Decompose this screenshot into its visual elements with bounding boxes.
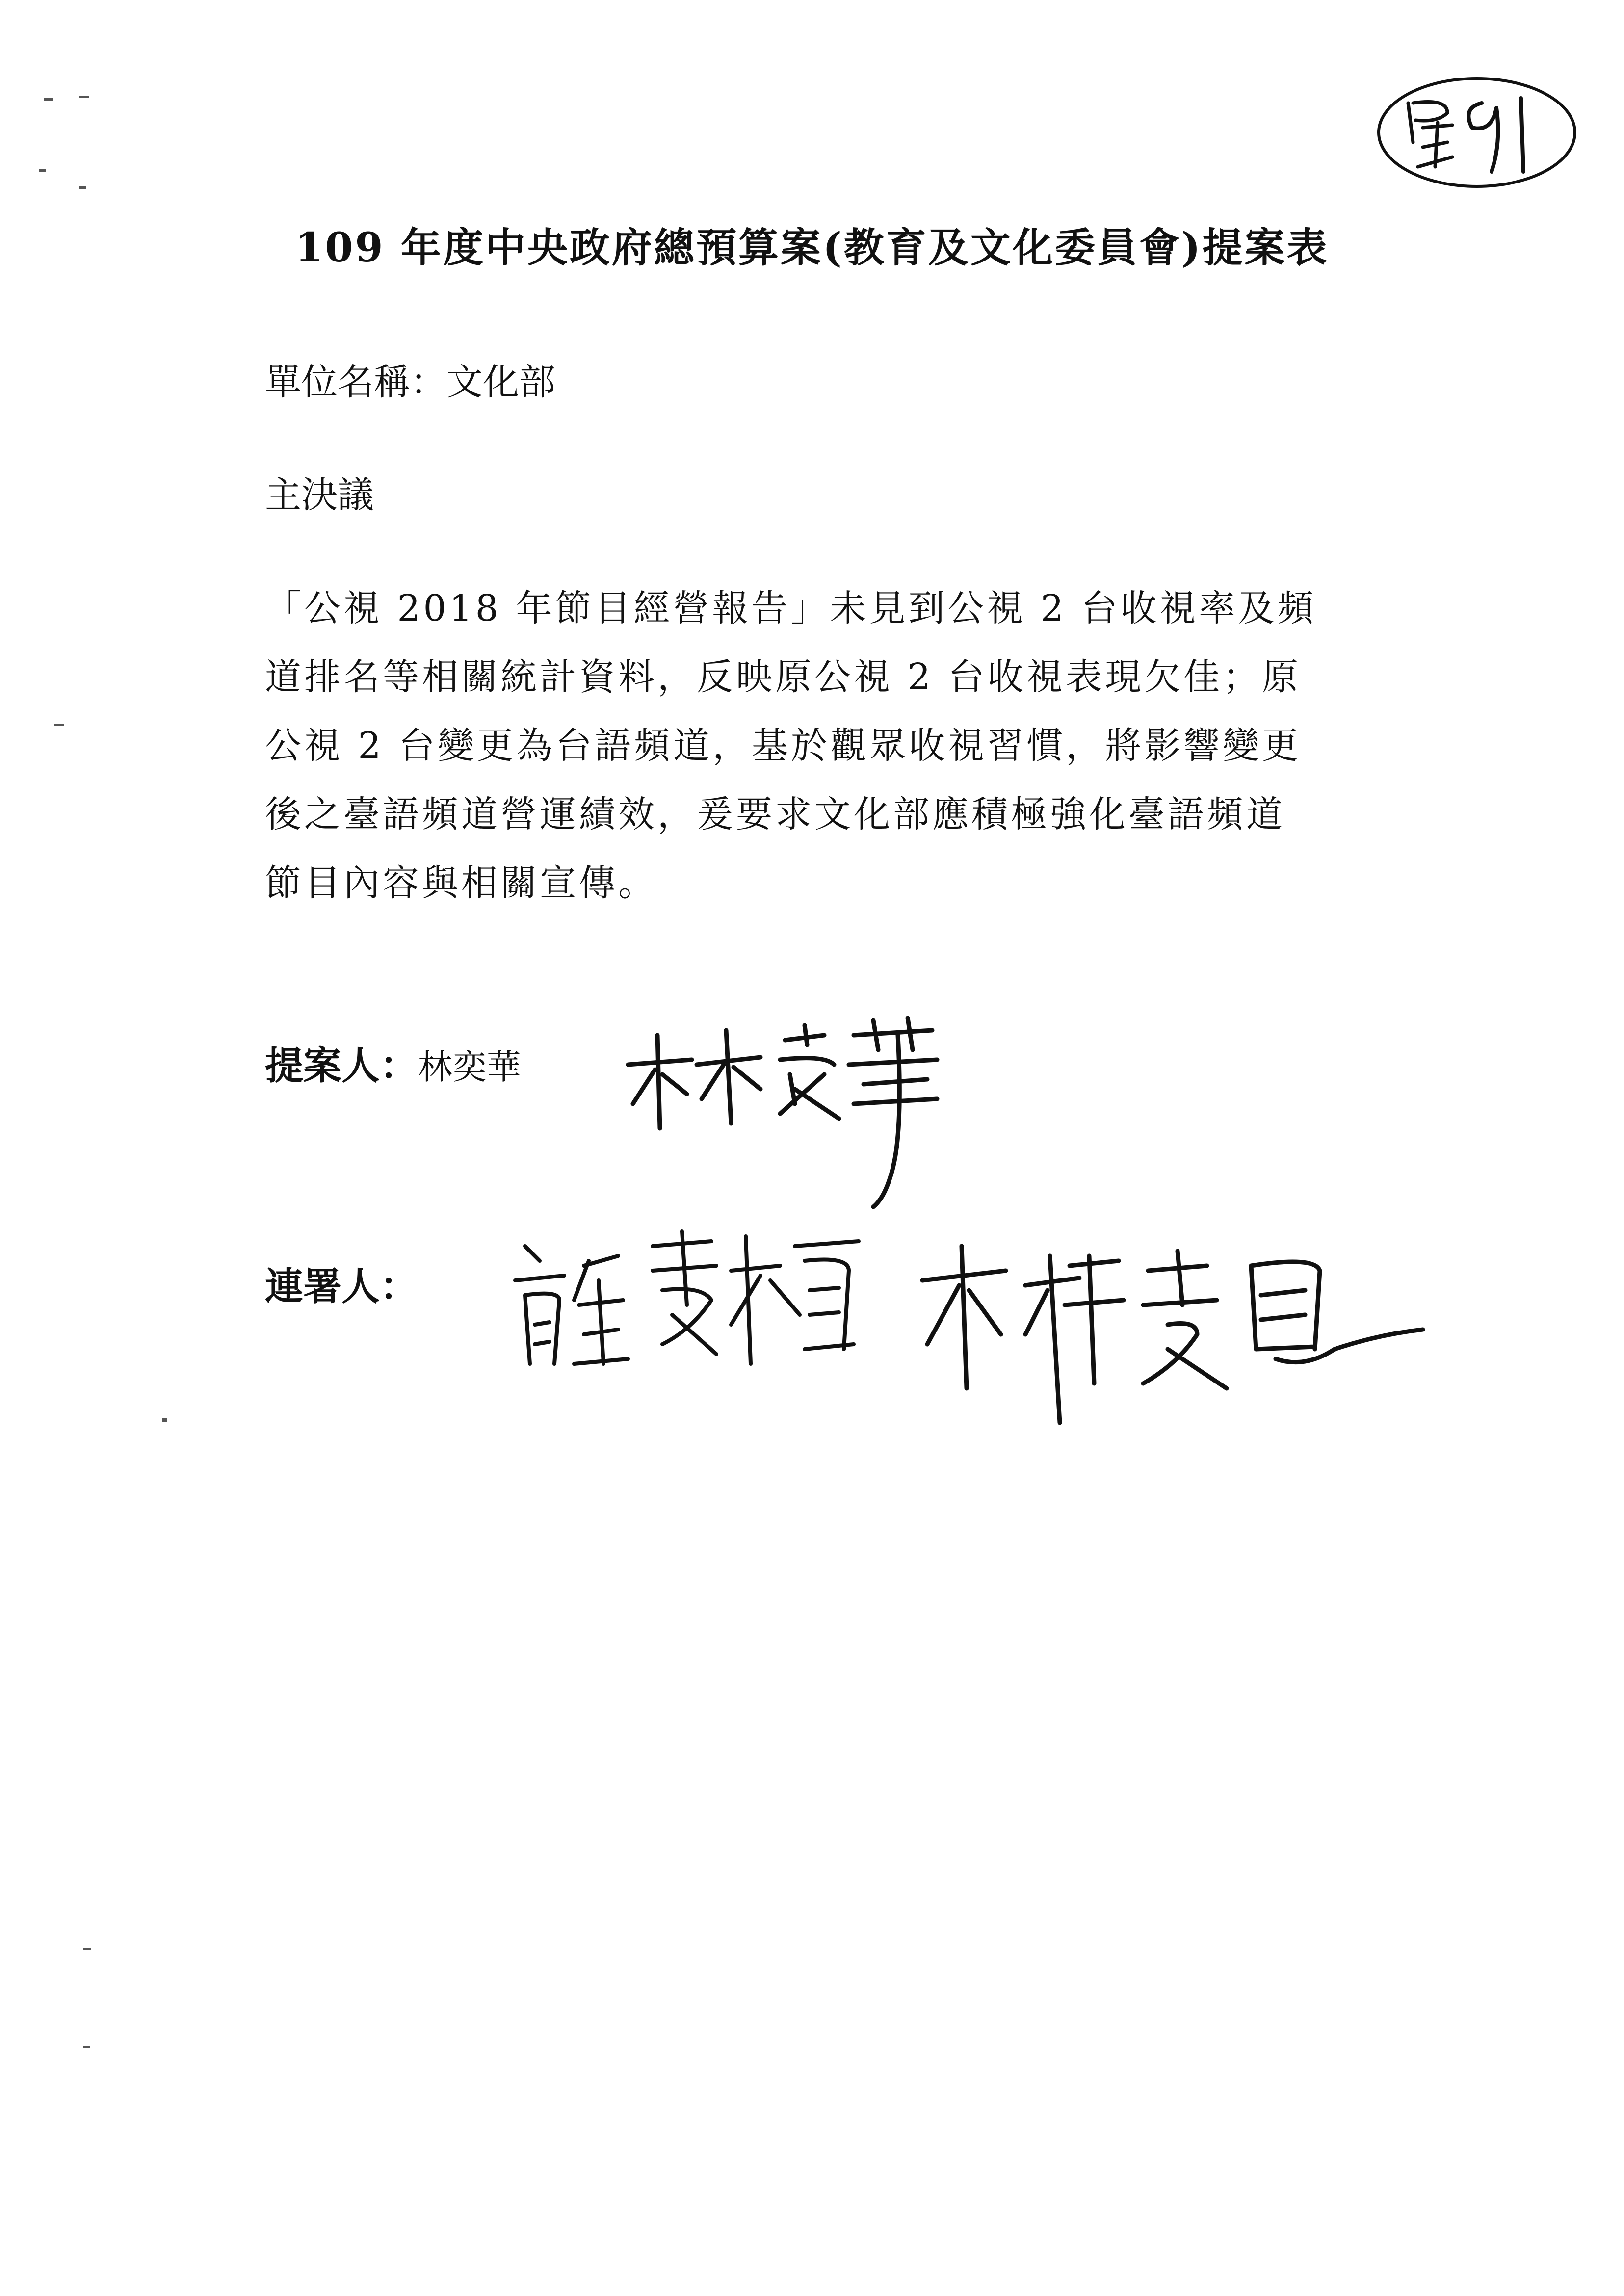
- body-line: 節目內容與相關宣傳。: [265, 862, 657, 904]
- resolution-heading: 主決議: [265, 474, 374, 516]
- proposer-signature: [618, 1006, 952, 1222]
- scan-speck: [79, 96, 89, 98]
- page-mark-stamp: [1374, 69, 1580, 196]
- unit-field: [265, 353, 555, 405]
- scan-speck: [162, 1418, 167, 1422]
- body-line: 「公視 2018 年節目經營報告」未見到公視 2 台收視率及頻: [265, 587, 1317, 629]
- cosigner-signature-2: [913, 1236, 1433, 1442]
- cosigner-label: 連署人：: [265, 1264, 419, 1309]
- body-line: 公視 2 台變更為台語頻道，基於觀眾收視習慣，將影響變更: [265, 725, 1302, 767]
- body-line: 後之臺語頻道營運績效，爰要求文化部應積極強化臺語頻道: [265, 793, 1285, 835]
- document-title: 109 年度中央政府總預算案(教育及文化委員會)提案表: [295, 224, 1329, 271]
- unit-label: 單位名稱：: [265, 361, 446, 403]
- proposer-label: 提案人：: [265, 1044, 419, 1088]
- scan-speck: [54, 724, 64, 726]
- cosigner-signature-1: [505, 1217, 873, 1423]
- cosigner-field: [265, 1256, 418, 1311]
- scan-speck: [83, 2046, 90, 2048]
- body-line: 道排名等相關統計資料，反映原公視 2 台收視表現欠佳；原: [265, 656, 1302, 698]
- scan-speck: [44, 98, 53, 101]
- proposer-name: 林奕華: [418, 1047, 522, 1087]
- scan-speck: [39, 169, 46, 172]
- unit-value: 文化部: [446, 361, 555, 403]
- scan-speck: [83, 1948, 91, 1950]
- resolution-body: [265, 574, 1408, 917]
- proposer-field: [265, 1035, 521, 1090]
- scan-speck: [79, 186, 86, 189]
